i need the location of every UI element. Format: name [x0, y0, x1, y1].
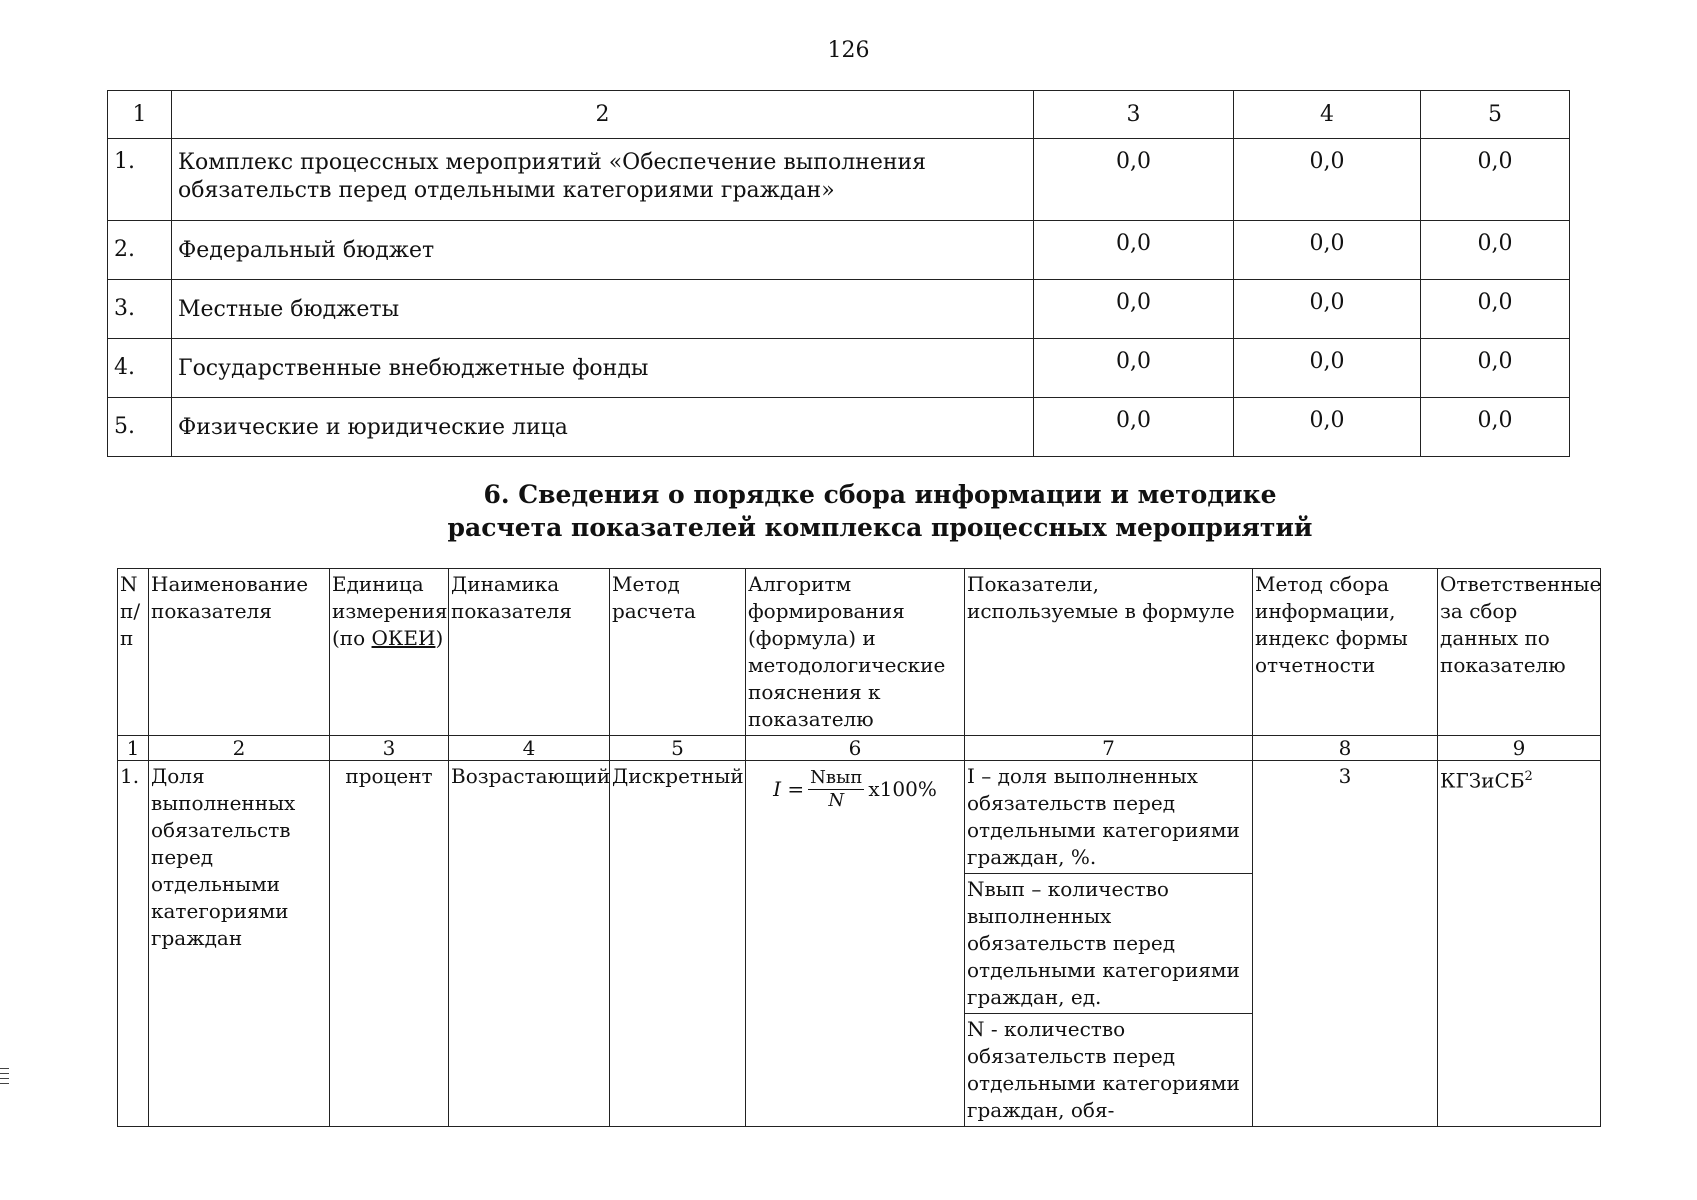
- row-value: 0,0: [1421, 280, 1570, 339]
- header-unit: Единица измерения (по ОКЕИ): [330, 569, 449, 736]
- formula-lhs: I =: [773, 777, 805, 801]
- col-number: 4: [449, 736, 610, 761]
- row-value: 0,0: [1034, 398, 1234, 457]
- col-number: 2: [172, 91, 1034, 139]
- formula-suffix: x100%: [868, 777, 937, 801]
- row-value: 0,0: [1234, 339, 1421, 398]
- table-row: [108, 339, 1570, 398]
- row-number: 5.: [108, 398, 172, 457]
- table-row: [108, 398, 1570, 457]
- row-name: Государственные внебюджетные фонды: [172, 339, 1034, 398]
- header-collection-method: Метод сбора информации, индекс формы отчетности: [1253, 569, 1438, 736]
- header-dynamics: Динамика показателя: [449, 569, 610, 736]
- calc-method-value: Дискретный: [610, 761, 746, 1127]
- formula-numerator: Nвып: [810, 767, 863, 788]
- col-number: 5: [610, 736, 746, 761]
- header-row: [118, 569, 1601, 736]
- table-row: [108, 139, 1570, 221]
- row-value: 0,0: [1034, 280, 1234, 339]
- param-item: Nвып – количество выполненных обязательств перед отдельными категориями граждан, ед.: [965, 873, 1252, 1013]
- col-number: 9: [1438, 736, 1601, 761]
- row-value: 0,0: [1234, 280, 1421, 339]
- row-value: 0,0: [1421, 221, 1570, 280]
- col-number: 3: [330, 736, 449, 761]
- indicator-method-table: [117, 568, 1601, 1127]
- footnote-marker: 2: [1524, 769, 1533, 784]
- unit-value: процент: [330, 761, 449, 1127]
- row-number: 1.: [108, 139, 172, 221]
- page-number: 126: [827, 38, 870, 63]
- row-number: 2.: [108, 221, 172, 280]
- formula-denominator: N: [828, 790, 845, 811]
- col-number: 4: [1234, 91, 1421, 139]
- section-title-line: расчета показателей комплекса процессных мероприятий: [447, 513, 1313, 542]
- param-item: N - количество обязательств перед отдельными категориями граждан, обя-: [965, 1013, 1252, 1126]
- col-number: 2: [149, 736, 330, 761]
- col-number: 1: [108, 91, 172, 139]
- row-value: 0,0: [1234, 139, 1421, 221]
- formula-params: [965, 761, 1252, 1126]
- header-calc-method: Метод расчета: [610, 569, 746, 736]
- col-number: 8: [1253, 736, 1438, 761]
- col-number: 5: [1421, 91, 1570, 139]
- row-value: 0,0: [1234, 221, 1421, 280]
- table-row: [108, 221, 1570, 280]
- section-title: [0, 478, 1697, 544]
- header-algorithm: Алгоритм формирования (формула) и методологические пояснения к показателю: [746, 569, 965, 736]
- col-number: 1: [118, 736, 149, 761]
- row-value: 0,0: [1421, 398, 1570, 457]
- param-item: I – доля выполненных обязательств перед отдельными категориями граждан, %.: [967, 764, 1240, 869]
- formula-cell: [746, 761, 965, 1127]
- collection-method-value: 3: [1253, 761, 1438, 1127]
- okei-link[interactable]: ОКЕИ: [371, 626, 436, 650]
- row-name: Физические и юридические лица: [172, 398, 1034, 457]
- formula: [748, 763, 962, 812]
- table-row: [118, 761, 1601, 1127]
- column-number-row: [118, 736, 1601, 761]
- section-title-line: 6. Сведения о порядке сбора информации и методике: [483, 480, 1277, 509]
- col-number: 6: [746, 736, 965, 761]
- row-number: 3.: [108, 280, 172, 339]
- row-name: Местные бюджеты: [172, 280, 1034, 339]
- indicator-name: Доля выполненных обязательств перед отдельными категориями граждан: [149, 761, 330, 1127]
- row-value: 0,0: [1421, 139, 1570, 221]
- dynamics-value: Возрастающий: [449, 761, 610, 1127]
- edge-marks: [0, 1068, 9, 1088]
- table-row: [108, 280, 1570, 339]
- header-number: N п/п: [118, 569, 149, 736]
- column-number-row: [108, 91, 1570, 139]
- col-number: 7: [965, 736, 1253, 761]
- row-number: 1.: [118, 761, 149, 1127]
- row-name: Федеральный бюджет: [172, 221, 1034, 280]
- formula-params-cell: [965, 761, 1253, 1127]
- formula-fraction: [808, 767, 864, 812]
- row-value: 0,0: [1421, 339, 1570, 398]
- row-value: 0,0: [1034, 339, 1234, 398]
- header-formula-params: Показатели, используемые в формуле: [965, 569, 1253, 736]
- row-value: 0,0: [1034, 221, 1234, 280]
- header-responsible: Ответственные за сбор данных по показателю: [1438, 569, 1601, 736]
- responsible-value: КГЗиСБ$^2$: [1438, 761, 1601, 1127]
- header-indicator-name: Наименование показателя: [149, 569, 330, 736]
- financing-table: [107, 90, 1570, 457]
- row-value: 0,0: [1234, 398, 1421, 457]
- col-number: 3: [1034, 91, 1234, 139]
- row-name: Комплекс процессных мероприятий «Обеспечение выполнения обязательств перед отдельными категориями граждан»: [172, 139, 1034, 221]
- row-number: 4.: [108, 339, 172, 398]
- row-value: 0,0: [1034, 139, 1234, 221]
